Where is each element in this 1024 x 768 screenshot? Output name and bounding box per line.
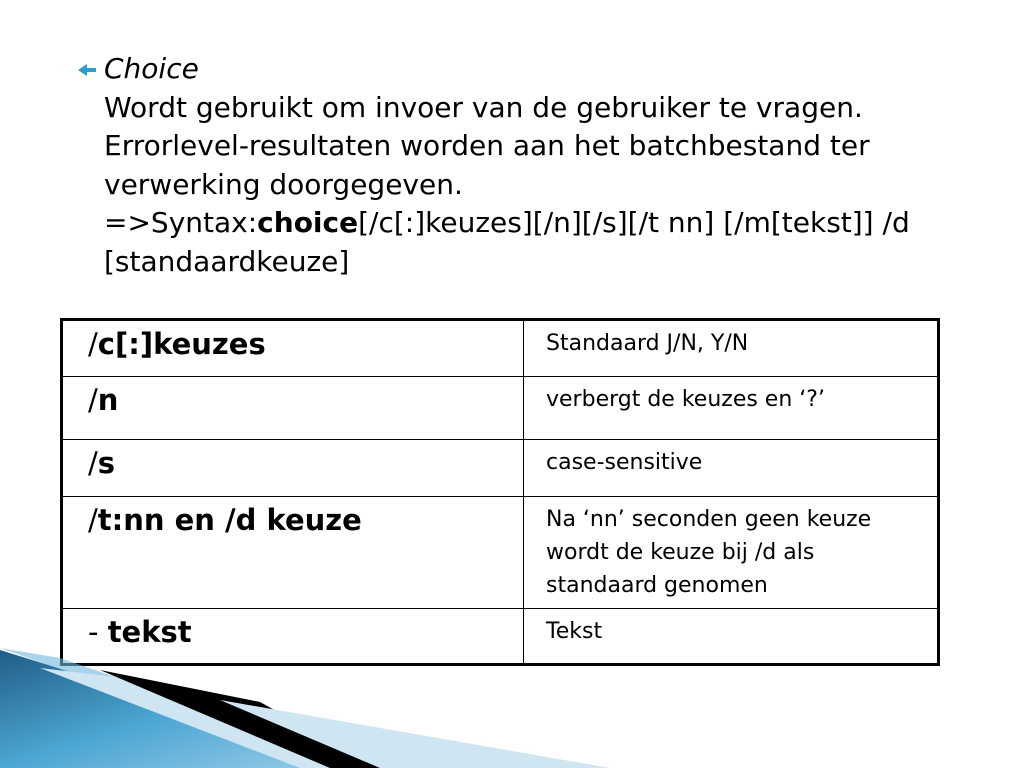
description-cell: Standaard J/N, Y/N — [524, 320, 939, 377]
option-prefix: / — [88, 446, 98, 480]
description-text: Wordt gebruikt om invoer van de gebruiker te vragen. Errorlevel-resultaten worden aan het batchbestand ter verwerking doorgegeven. — [104, 90, 870, 201]
syntax-prefix: =>Syntax: — [104, 206, 258, 239]
options-table — [60, 318, 940, 666]
option-prefix: / — [88, 383, 98, 417]
option-prefix: - — [88, 615, 108, 649]
heading: Choice — [104, 52, 199, 85]
description-cell: case-sensitive — [524, 440, 939, 497]
syntax-command: choice — [257, 206, 359, 239]
option-cell — [62, 320, 524, 377]
bullet-block — [78, 50, 978, 281]
option-name: s — [97, 446, 116, 480]
option-prefix: / — [88, 327, 98, 361]
arrow-left-icon — [78, 64, 96, 76]
description-cell: Na ‘nn’ seconden geen keuze wordt de keuze bij /d als standaard genomen — [524, 497, 939, 609]
option-cell — [62, 497, 524, 609]
decorative-swoosh — [0, 640, 1024, 768]
option-name: tekst — [107, 615, 192, 649]
table-row — [62, 377, 939, 440]
table-row — [62, 320, 939, 377]
description-cell: verbergt de keuzes en ‘?’ — [524, 377, 939, 440]
table-row — [62, 497, 939, 609]
option-name: t:nn en /d keuze — [97, 503, 362, 537]
description-cell: Tekst — [524, 609, 939, 665]
syntax-args: [/c[:]keuzes][/n][/s][/t nn] [/m[tekst]] /d [standaardkeuze] — [104, 206, 910, 278]
option-cell — [62, 440, 524, 497]
option-prefix: / — [88, 503, 98, 537]
option-cell — [62, 377, 524, 440]
table-row — [62, 440, 939, 497]
option-name: n — [97, 383, 119, 417]
option-name: c[:]keuzes — [97, 327, 266, 361]
syntax-line — [104, 204, 978, 281]
bullet-text — [104, 50, 978, 281]
